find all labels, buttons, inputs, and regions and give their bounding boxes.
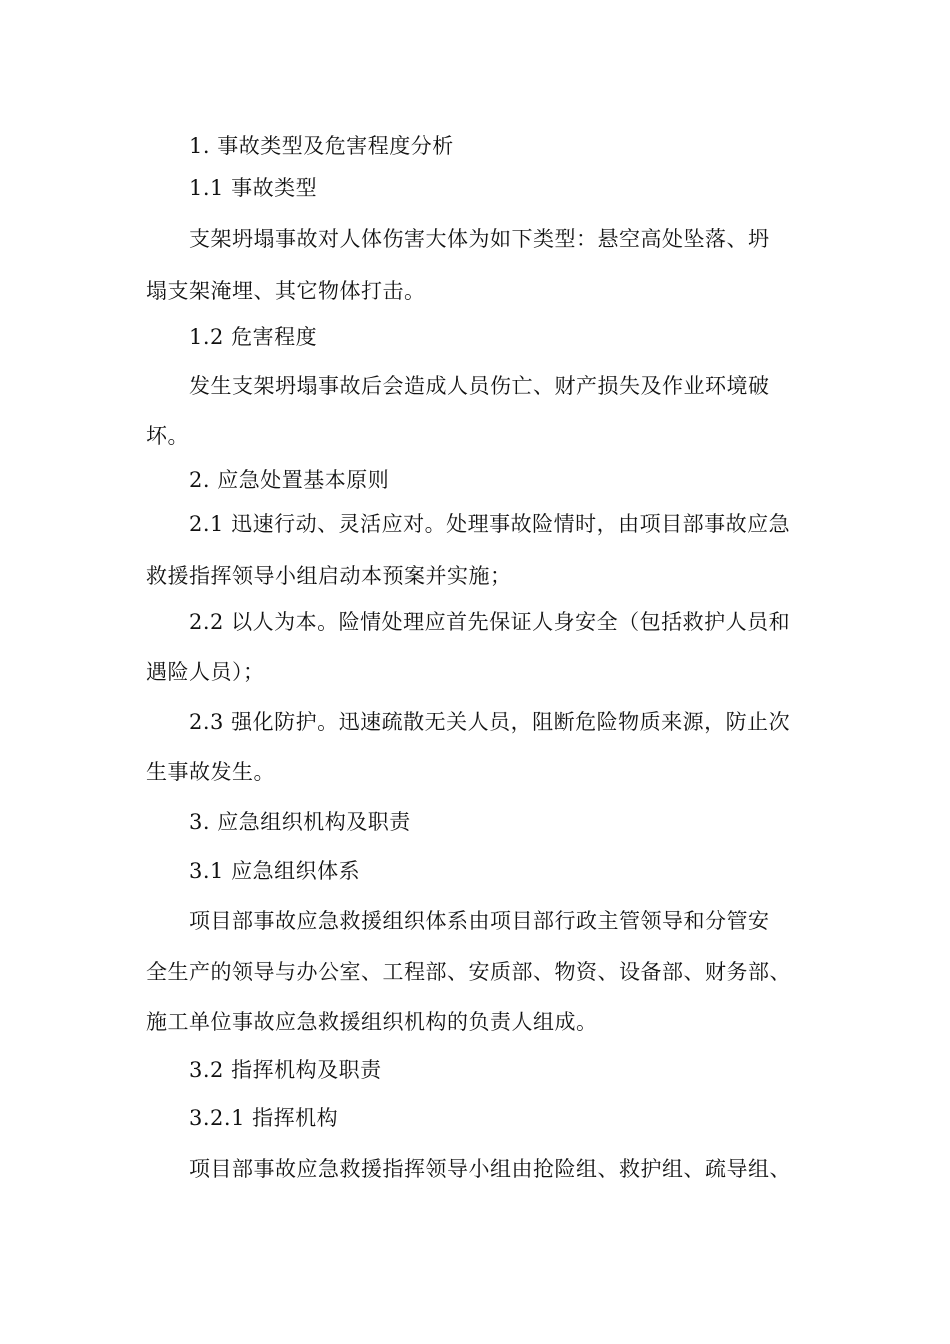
heading-3: 3. 应急组织机构及职责 (189, 810, 411, 834)
paragraph-line: 生事故发生。 (146, 760, 275, 784)
paragraph-line: 施工单位事故应急救援组织机构的负责人组成。 (146, 1010, 598, 1034)
heading-3-1: 3.1 应急组织体系 (189, 859, 361, 883)
heading-3-2: 3.2 指挥机构及职责 (189, 1058, 382, 1082)
paragraph-line: 坏。 (146, 424, 189, 448)
paragraph-line: 发生支架坍塌事故后会造成人员伤亡、财产损失及作业环境破 (189, 374, 770, 398)
paragraph-line: 2.3 强化防护。迅速疏散无关人员，阻断危险物质来源，防止次 (189, 710, 791, 734)
paragraph-line: 支架坍塌事故对人体伤害大体为如下类型：悬空高处坠落、坍 (189, 227, 770, 251)
paragraph-line: 救援指挥领导小组启动本预案并实施； (146, 564, 512, 588)
heading-1-1: 1.1 事故类型 (189, 176, 318, 200)
paragraph-line: 项目部事故应急救援指挥领导小组由抢险组、救护组、疏导组、 (189, 1157, 791, 1181)
paragraph-line: 全生产的领导与办公室、工程部、安质部、物资、设备部、财务部、 (146, 960, 791, 984)
heading-1-2: 1.2 危害程度 (189, 325, 318, 349)
paragraph-line: 2.2 以人为本。险情处理应首先保证人身安全（包括救护人员和 (189, 610, 791, 634)
paragraph-line: 项目部事故应急救援组织体系由项目部行政主管领导和分管安 (189, 909, 770, 933)
heading-3-2-1: 3.2.1 指挥机构 (189, 1106, 339, 1130)
heading-1: 1. 事故类型及危害程度分析 (189, 134, 454, 158)
heading-2: 2. 应急处置基本原则 (189, 468, 390, 492)
paragraph-line: 遇险人员）； (146, 660, 265, 684)
paragraph-line: 塌支架淹埋、其它物体打击。 (146, 279, 426, 303)
paragraph-line: 2.1 迅速行动、灵活应对。处理事故险情时，由项目部事故应急 (189, 512, 791, 536)
